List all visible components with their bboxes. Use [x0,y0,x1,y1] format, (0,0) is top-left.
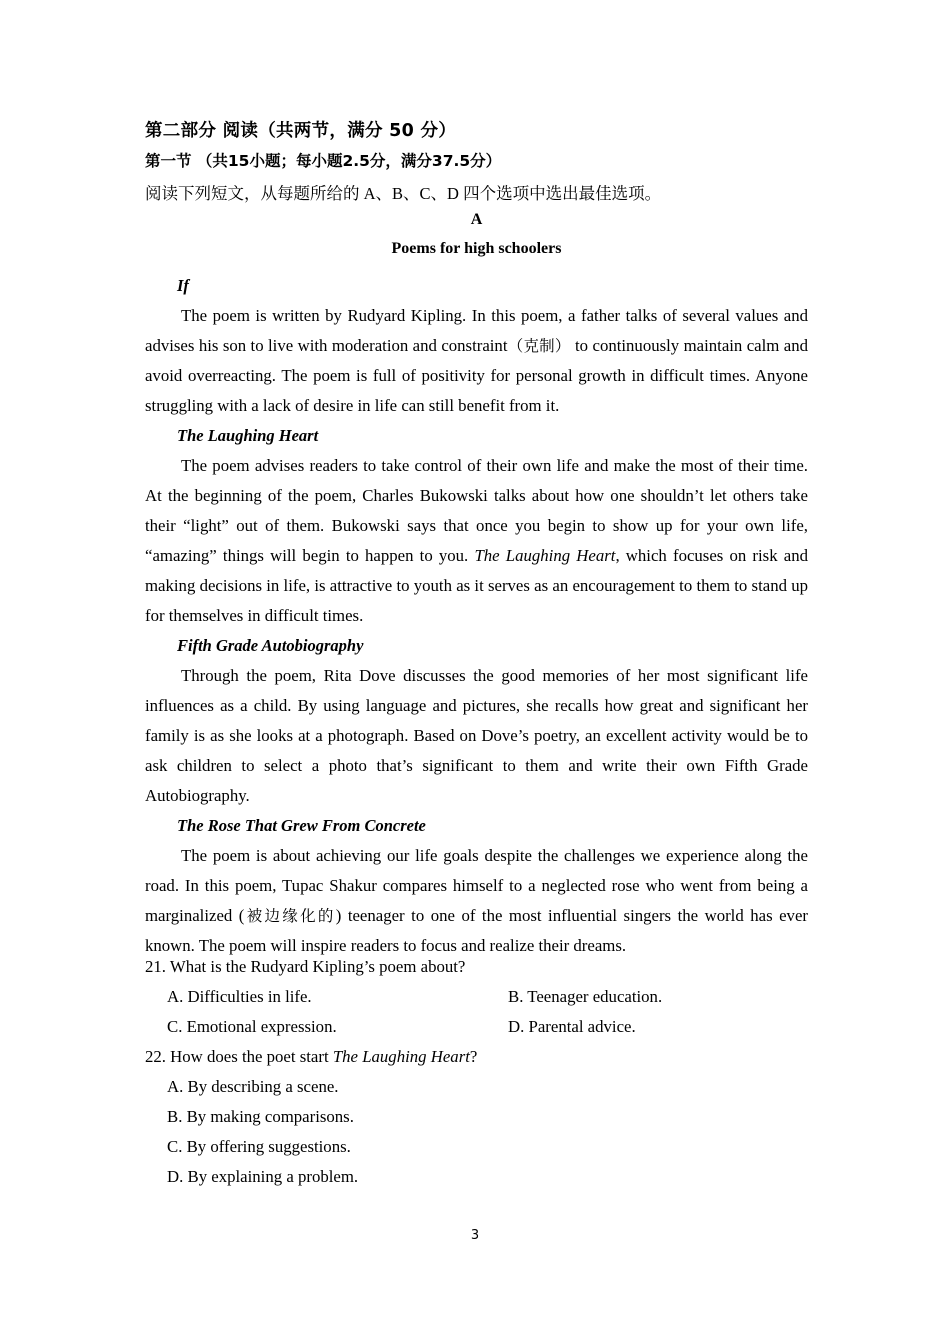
question-stem-title: The Laughing Heart [332,1047,470,1066]
answer-option[interactable]: C. Emotional expression. [167,1017,337,1036]
paragraph-span: ) teenager to one of the most influential singers the world has ever known. The poem will inspire readers to focus and realize their dreams. [145,906,808,955]
question-stem [145,1042,808,1072]
poem-paragraph [145,841,808,961]
answer-option[interactable]: B. By making comparisons. [167,1107,354,1126]
question-stem-text: ? [469,1047,478,1066]
section-heading: 第二部分 阅读（共两节，满分 50 分） [145,121,457,141]
answer-option[interactable]: D. By explaining a problem. [167,1167,359,1186]
paragraph-span: The poem is about achieving our life goals despite the challenges we experience along the road. In this poem, Tupac Shakur compares himself to a neglected rose who went from being a marginalized ( [145,846,808,925]
answer-option[interactable]: A. Difficulties in life. [167,987,312,1006]
paragraph-span: , which focuses on risk and making decisions in life, is attractive to youth as it serves as an encouragement to them to stand up for themselves in difficult times. [145,546,808,625]
answer-option[interactable]: A. By describing a scene. [167,1077,339,1096]
question-stem-text: 21. What is the Rudyard Kipling’s poem about? [145,957,466,976]
reading-instruction: 阅读下列短文，从每题所给的 A、B、C、D 四个选项中选出最佳选项。 [145,184,662,203]
paragraph-span: 被边缘化的 [244,907,336,925]
passage-letter: A [470,211,483,228]
questions-list [145,952,808,1192]
poem-paragraph [145,301,808,421]
paragraph-span: Through the poem, Rita Dove discusses the good memories of her most significant life influences as a child. By using language and pictures, she recalls how great and significant her family is as she looks at a photograph. Based on Dove’s poetry, an excellent activity would be to ask children to select a photo that’s significant to them and write their own Fifth Grade Autobiography. [145,666,808,805]
poem-subtitle: The Laughing Heart [177,426,319,445]
answer-option[interactable]: B. Teenager education. [508,987,663,1006]
paragraph-span: The poem is written by Rudyard Kipling. In this poem, a father talks of several values and advises his son to live with moderation and constraint [145,306,808,355]
answer-option[interactable]: C. By offering suggestions. [167,1137,351,1156]
poem-subtitle: If [177,276,189,295]
poem-subtitle: Fifth Grade Autobiography [177,636,364,655]
option-row [145,1012,808,1042]
poem-paragraph [145,451,808,631]
poem-paragraph [145,661,808,811]
page-number: 3 [470,1228,480,1243]
poem-subtitle: The Rose That Grew From Concrete [177,816,426,835]
question-stem-text: 22. How does the poet start [145,1047,333,1066]
subsection-heading: 第一节 （共15小题；每小题2.5分，满分37.5分） [145,152,502,170]
paragraph-span: （克制） [507,337,571,355]
option-row [145,982,808,1012]
passage-title: Poems for high schoolers [391,240,562,257]
answer-option[interactable]: D. Parental advice. [508,1017,636,1036]
question-stem [145,952,808,982]
passage-body [145,271,808,961]
paragraph-span: The poem advises readers to take control of their own life and make the most of their time. At the beginning of the poem, Charles Bukowski talks about how one shouldn’t let others take their “light” out of them. Bukowski says that once you begin to show up for your own life, “amazing” things will begin to happen to you. [145,456,808,565]
paragraph-span: to continuously maintain calm and avoid overreacting. The poem is full of positivity for personal growth in difficult times. Anyone struggling with a lack of desire in life can still benefit from it. [145,336,808,415]
paragraph-span: The Laughing Heart [474,546,616,565]
